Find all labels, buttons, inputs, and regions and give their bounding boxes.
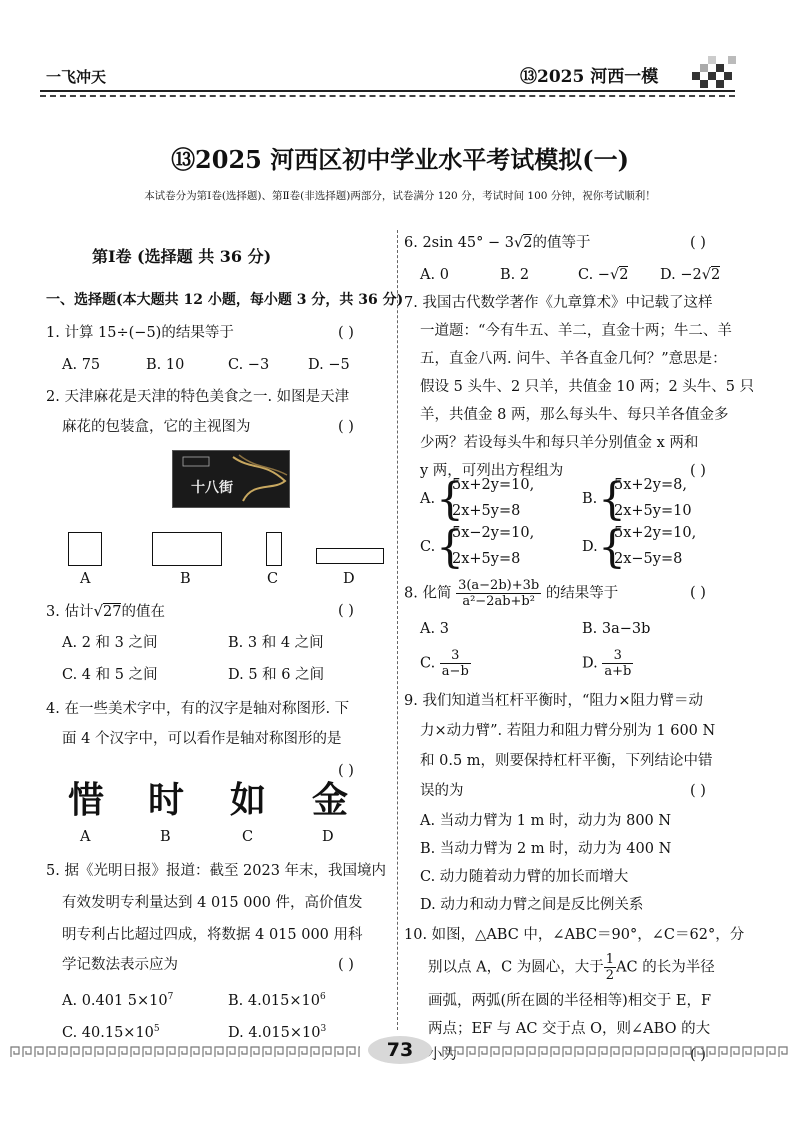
q2-answer-blank: ( ) <box>338 419 354 435</box>
q3-option-a: A. 2 和 3 之间 <box>62 635 158 651</box>
q2-shape-a <box>68 532 102 566</box>
q1-stem: 1. 计算 15÷(−5)的结果等于 <box>46 325 234 341</box>
q7-option-a-label: A. <box>420 491 436 507</box>
q4-char-a: 惜 <box>68 780 105 821</box>
q2-stem-line1: 2. 天津麻花是天津的特色美食之一. 如图是天津 <box>46 389 350 405</box>
q8-stem <box>404 578 618 609</box>
q5-option-d <box>228 1014 326 1048</box>
q9-stem-line2: 力×动力臂”. 若阻力和阻力臂分别为 1 600 N <box>420 723 716 739</box>
q2-label-c: C <box>267 571 279 587</box>
q7-option-b-eq2: 2x+5y=10 <box>614 503 692 519</box>
q7-stem-line7: y 两，可列出方程组为 <box>420 463 564 479</box>
q5-stem-line2: 有效发明专利量达到 4 015 000 件，高价值发 <box>62 895 363 911</box>
q7-stem-line4: 假设 5 头牛、2 只羊，共值金 10 两；2 头牛、5 只 <box>420 379 755 395</box>
q6-option-a: A. 0 <box>420 267 449 283</box>
q6-stem-pre: 6. 2sin 45° − 3 <box>404 235 514 251</box>
q5-option-c <box>62 1014 160 1048</box>
q8-stem-post: 的结果等于 <box>545 585 619 602</box>
q5-stem-line4: 学记数法表示应为 <box>62 957 178 973</box>
page-number: 73 <box>368 1036 432 1064</box>
q6-option-d-pre: D. −2 <box>660 267 702 283</box>
q8-option-c: C. $\frac{3}{a-b}$ <box>420 648 469 679</box>
column-divider <box>397 230 398 1030</box>
q6-option-c: C. −√2 <box>578 267 629 283</box>
q9-stem-line1: 9. 我们知道当杠杆平衡时，“阻力×阻力臂＝动 <box>404 693 704 709</box>
q3-radicand: 27 <box>103 604 122 620</box>
q7-option-a-eq2: 2x+5y=8 <box>452 503 521 519</box>
q10-stem-line4: 两点；EF 与 AC 交于点 O，则∠ABO 的大 <box>428 1021 711 1037</box>
q4-stem-line1: 4. 在一些美术字中，有的汉字是轴对称图形. 下 <box>46 701 350 717</box>
q5-option-d-base: D. 4.015×10 <box>228 1024 321 1041</box>
q7-stem-line6: 少两？若设每头牛和每只羊分别值金 x 两和 <box>420 435 699 451</box>
q4-label-d: D <box>322 829 334 845</box>
q6-option-b: B. 2 <box>500 267 530 283</box>
q5-option-b-exp: 6 <box>319 992 326 1002</box>
q3-option-b: B. 3 和 4 之间 <box>228 635 324 651</box>
q9-option-d: D. 动力和动力臂之间是反比例关系 <box>420 897 644 913</box>
q8-option-d-num: 3 <box>602 648 633 664</box>
q4-stem-line2: 面 4 个汉字中，可以看作是轴对称图形的是 <box>62 731 342 747</box>
q2-shape-c <box>266 532 282 566</box>
q2-shape-b <box>152 532 222 566</box>
q4-char-c: 如 <box>230 780 267 821</box>
q5-stem-line1: 5. 据《光明日报》报道：截至 2023 年末，我国境内 <box>46 863 387 879</box>
q4-char-b: 时 <box>148 780 185 821</box>
q7-option-d-eq2: 2x−5y=8 <box>614 551 683 567</box>
q7-answer-blank: ( ) <box>690 463 706 479</box>
q3-stem-pre: 3. 估计 <box>46 604 94 620</box>
q5-option-c-base: C. 40.15×10 <box>62 1024 154 1041</box>
q8-numerator: 3(a−2b)+3b <box>458 578 540 593</box>
q10-stem2-pre: 别以点 A，C 为圆心，大于 <box>428 959 604 976</box>
series-label: ⑬2025 河西一模 <box>520 67 659 87</box>
q10-stem2-post: AC 的长为半径 <box>616 959 715 976</box>
q8-fraction <box>456 578 541 609</box>
q7-option-d-label: D. <box>582 539 598 555</box>
q5-stem-line3: 明专利占比超过四成，将数据 4 015 000 用科 <box>62 927 363 943</box>
q3-stem-post: 的值在 <box>121 604 165 620</box>
q6-option-c-pre: C. − <box>578 267 610 283</box>
checker-decoration <box>692 54 736 90</box>
q8-option-b: B. 3a−3b <box>582 621 651 637</box>
q7-option-c-brace: { <box>436 522 464 573</box>
exam-intro: 本试卷分为第Ⅰ卷(选择题)、第Ⅱ卷(非选择题)两部分，试卷满分 120 分，考试时间 100 分钟，祝你考试顺利！ <box>144 190 656 202</box>
q7-stem-line3: 五，直金八两. 问牛、羊各直金几何？”意思是： <box>420 351 727 367</box>
q7-option-d-brace: { <box>598 522 626 573</box>
q8-answer-blank: ( ) <box>690 585 706 601</box>
q4-label-a: A <box>80 829 91 845</box>
q1-option-d: D. −5 <box>308 357 350 373</box>
q10-half-den: 2 <box>605 968 615 983</box>
q5-option-a-exp: 7 <box>167 992 174 1002</box>
q2-shape-d <box>316 548 384 564</box>
q5-option-b-base: B. 4.015×10 <box>228 992 320 1009</box>
q7-option-c-eq2: 2x+5y=8 <box>452 551 521 567</box>
q7-stem-line5: 羊，共值金 8 两，那么每头牛、每只羊各值金多 <box>420 407 729 423</box>
exam-title: ⑬2025 河西区初中学业水平考试模拟(一) <box>171 145 629 174</box>
header-rule <box>40 90 735 92</box>
q1-answer-blank: ( ) <box>338 325 354 341</box>
q7-stem-line2: 一道题：“今有牛五、羊二，直金十两；牛二、羊 <box>420 323 732 339</box>
q8-option-a: A. 3 <box>420 621 449 637</box>
q8-option-c-den: a−b <box>441 664 469 679</box>
q2-label-b: B <box>180 571 191 587</box>
mahua-box-photo <box>172 450 290 508</box>
q6-answer-blank: ( ) <box>690 235 706 251</box>
q7-option-b-eq1: 5x+2y=8, <box>614 477 687 493</box>
q10-stem-line2 <box>428 952 715 983</box>
q8-option-d: D. $\frac{3}{a+b}$ <box>582 648 632 679</box>
q7-option-a-eq1: 5x+2y=10, <box>452 477 535 493</box>
q10-stem-line1: 10. 如图，△ABC 中，∠ABC＝90°，∠C＝62°，分 <box>404 927 745 943</box>
q9-option-b: B. 当动力臂为 2 m 时，动力为 400 N <box>420 841 672 857</box>
q6-option-d: D. −2√2 <box>660 267 721 283</box>
q8-option-c-num: 3 <box>440 648 471 664</box>
q4-label-b: B <box>160 829 171 845</box>
q3-stem: 3. 估计√27的值在 <box>46 602 165 620</box>
q5-answer-blank: ( ) <box>338 957 354 973</box>
q8-stem-pre: 8. 化简 <box>404 585 452 602</box>
q5-option-a-base: A. 0.401 5×10 <box>62 992 168 1009</box>
q3-answer-blank: ( ) <box>338 603 354 619</box>
q1-option-a: A. 75 <box>62 357 101 373</box>
q4-label-c: C <box>242 829 254 845</box>
q9-option-a: A. 当动力臂为 1 m 时，动力为 800 N <box>420 813 672 829</box>
q6-option-d-radicand: 2 <box>710 267 721 283</box>
q7-option-d-eq1: 5x+2y=10, <box>614 525 697 541</box>
q7-option-a-brace: { <box>436 474 464 525</box>
q5-option-b <box>228 982 326 1016</box>
q2-stem-line2: 麻花的包装盒，它的主视图为 <box>62 419 251 435</box>
q3-option-c: C. 4 和 5 之间 <box>62 667 158 683</box>
q7-option-b-brace: { <box>598 474 626 525</box>
q9-answer-blank: ( ) <box>690 783 706 799</box>
q1-option-c: C. −3 <box>228 357 270 373</box>
section-title: 第Ⅰ卷 (选择题 共 36 分) <box>92 247 272 266</box>
header-dash-rule <box>40 95 735 97</box>
q10-half-num: 1 <box>605 952 615 967</box>
mahua-box-brand: 十八街 <box>191 480 233 496</box>
q5-option-a <box>62 982 173 1016</box>
q7-option-c-label: C. <box>420 539 436 555</box>
q2-label-a: A <box>80 571 91 587</box>
q2-label-d: D <box>343 571 355 587</box>
q7-option-c-eq1: 5x−2y=10, <box>452 525 535 541</box>
q8-option-d-den: a+b <box>604 664 632 679</box>
q10-stem-line3: 画弧，两弧(所在圆的半径相等)相交于 E，F <box>428 993 712 1009</box>
q6-stem: 6. 2sin 45° − 3√2的值等于 <box>404 235 591 251</box>
q1-option-b: B. 10 <box>146 357 185 373</box>
q9-stem-line3: 和 0.5 m，则要保持杠杆平衡，下列结论中错 <box>420 753 713 769</box>
q4-answer-blank: ( ) <box>338 763 354 779</box>
q4-char-d: 金 <box>312 780 349 821</box>
brand-logo: 一飞冲天 <box>46 68 107 86</box>
q9-stem-line4: 误的为 <box>420 783 464 799</box>
q7-stem-line1: 7. 我国古代数学著作《九章算术》中记载了这样 <box>404 295 713 311</box>
q3-option-d: D. 5 和 6 之间 <box>228 667 325 683</box>
q6-stem-post: 的值等于 <box>532 235 591 251</box>
section-heading: 一、选择题(本大题共 12 小题，每小题 3 分，共 36 分) <box>46 292 404 308</box>
q5-option-c-exp: 5 <box>153 1024 160 1034</box>
q5-option-d-exp: 3 <box>320 1024 327 1034</box>
q9-option-c: C. 动力随着动力臂的加长而增大 <box>420 869 629 885</box>
q8-denominator: a²−2ab+b² <box>462 594 535 609</box>
q6-radicand: 2 <box>523 235 533 251</box>
q7-option-b-label: B. <box>582 491 598 507</box>
q6-option-c-radicand: 2 <box>619 267 629 283</box>
